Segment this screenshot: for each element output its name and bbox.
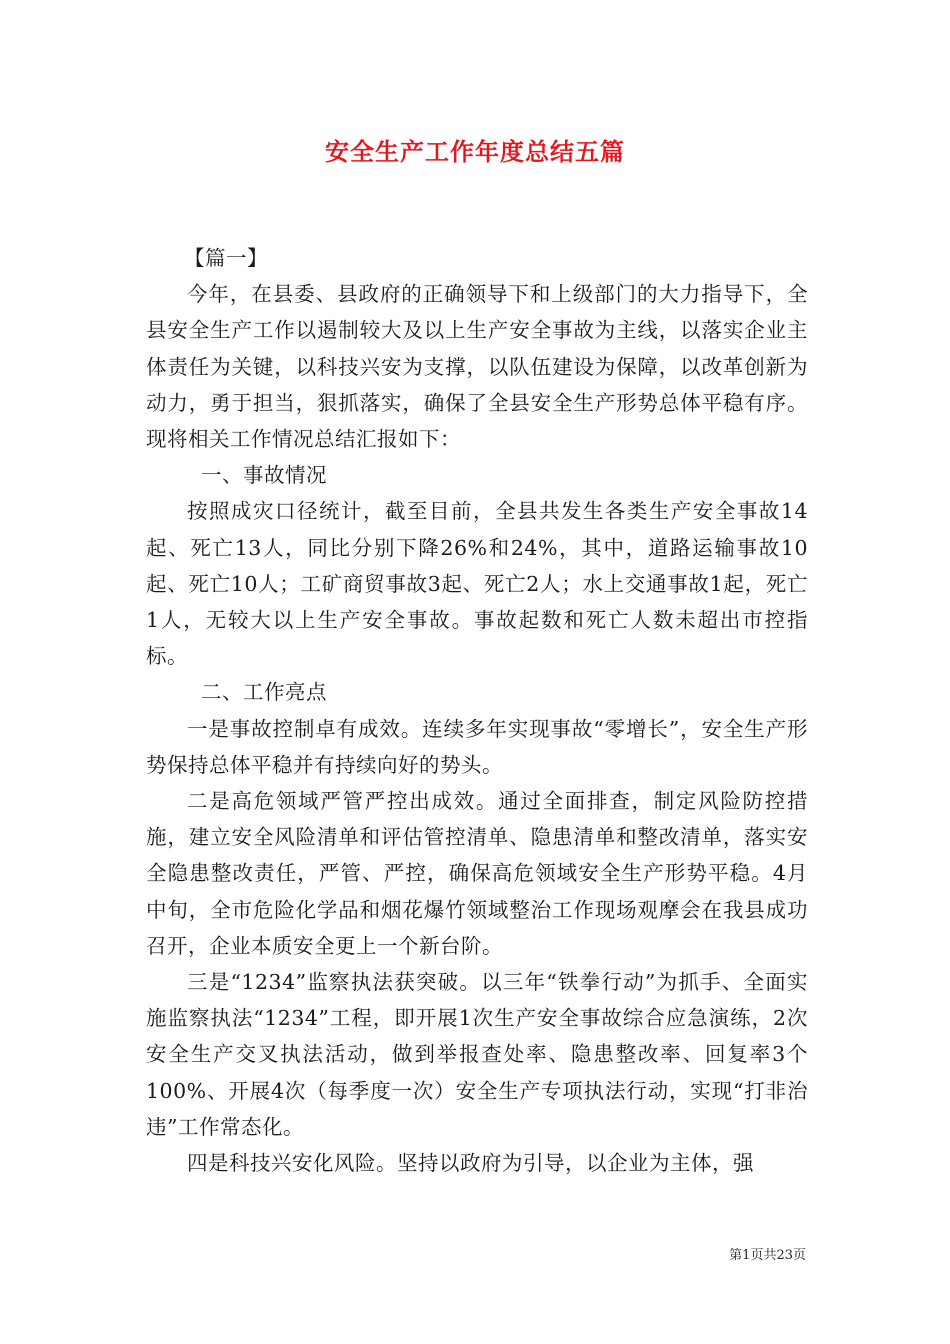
heading-accidents: 一、事故情况 xyxy=(201,463,327,488)
intro-paragraph: 今年，在县委、县政府的正确领导下和上级部门的大力指导下，全县安全生产工作以遏制较大及以上生产安全事故为主线，以落实企业主体责任为关键，以科技兴安为支撑，以队伍建设为保障，以改革创新为动力，勇于担当，狠抓落实，确保了全县安全生产形势总体平稳有序。现将相关工作情况总结汇报如下： xyxy=(146,282,808,452)
document-body xyxy=(146,240,808,1181)
section-label: 【篇一】 xyxy=(184,246,268,270)
accident-paragraph: 按照成灾口径统计，截至目前，全县共发生各类生产安全事故14起、死亡13人，同比分别下降26%和24%，其中，道路运输事故10起、死亡10人；工矿商贸事故3起、死亡2人；水上交通事故1起，死亡1人，无较大以上生产安全事故。事故起数和死亡人数未超出市控指标。 xyxy=(146,499,808,669)
highlight-paragraph-4: 四是科技兴安化风险。坚持以政府为引导，以企业为主体，强 xyxy=(187,1151,754,1176)
highlight-paragraph-2: 二是高危领域严管严控出成效。通过全面排查，制定风险防控措施，建立安全风险清单和评估管控清单、隐患清单和整改清单，落实安全隐患整改责任，严管、严控，确保高危领域安全生产形势平稳。4月中旬，全市危险化学品和烟花爆竹领域整治工作现场观摩会在我县成功召开，企业本质安全更上一个新台阶。 xyxy=(146,789,808,958)
highlight-paragraph-3: 三是“1234”监察执法获突破。以三年“铁拳行动”为抓手、全面实施监察执法“1234”工程，即开展1次生产安全事故综合应急演练，2次安全生产交叉执法活动，做到举报查处率、隐患整改率、回复率3个100%、开展4次（每季度一次）安全生产专项执法行动，实现“打非治违”工作常态化。 xyxy=(146,970,808,1139)
highlight-paragraph-1: 一是事故控制卓有成效。连续多年实现事故“零增长”，安全生产形势保持总体平稳并有持续向好的势头。 xyxy=(146,716,808,777)
document-title: 安全生产工作年度总结五篇 xyxy=(325,137,625,166)
page-number: 第1页共23页 xyxy=(729,1248,806,1263)
heading-highlights: 二、工作亮点 xyxy=(201,680,327,705)
